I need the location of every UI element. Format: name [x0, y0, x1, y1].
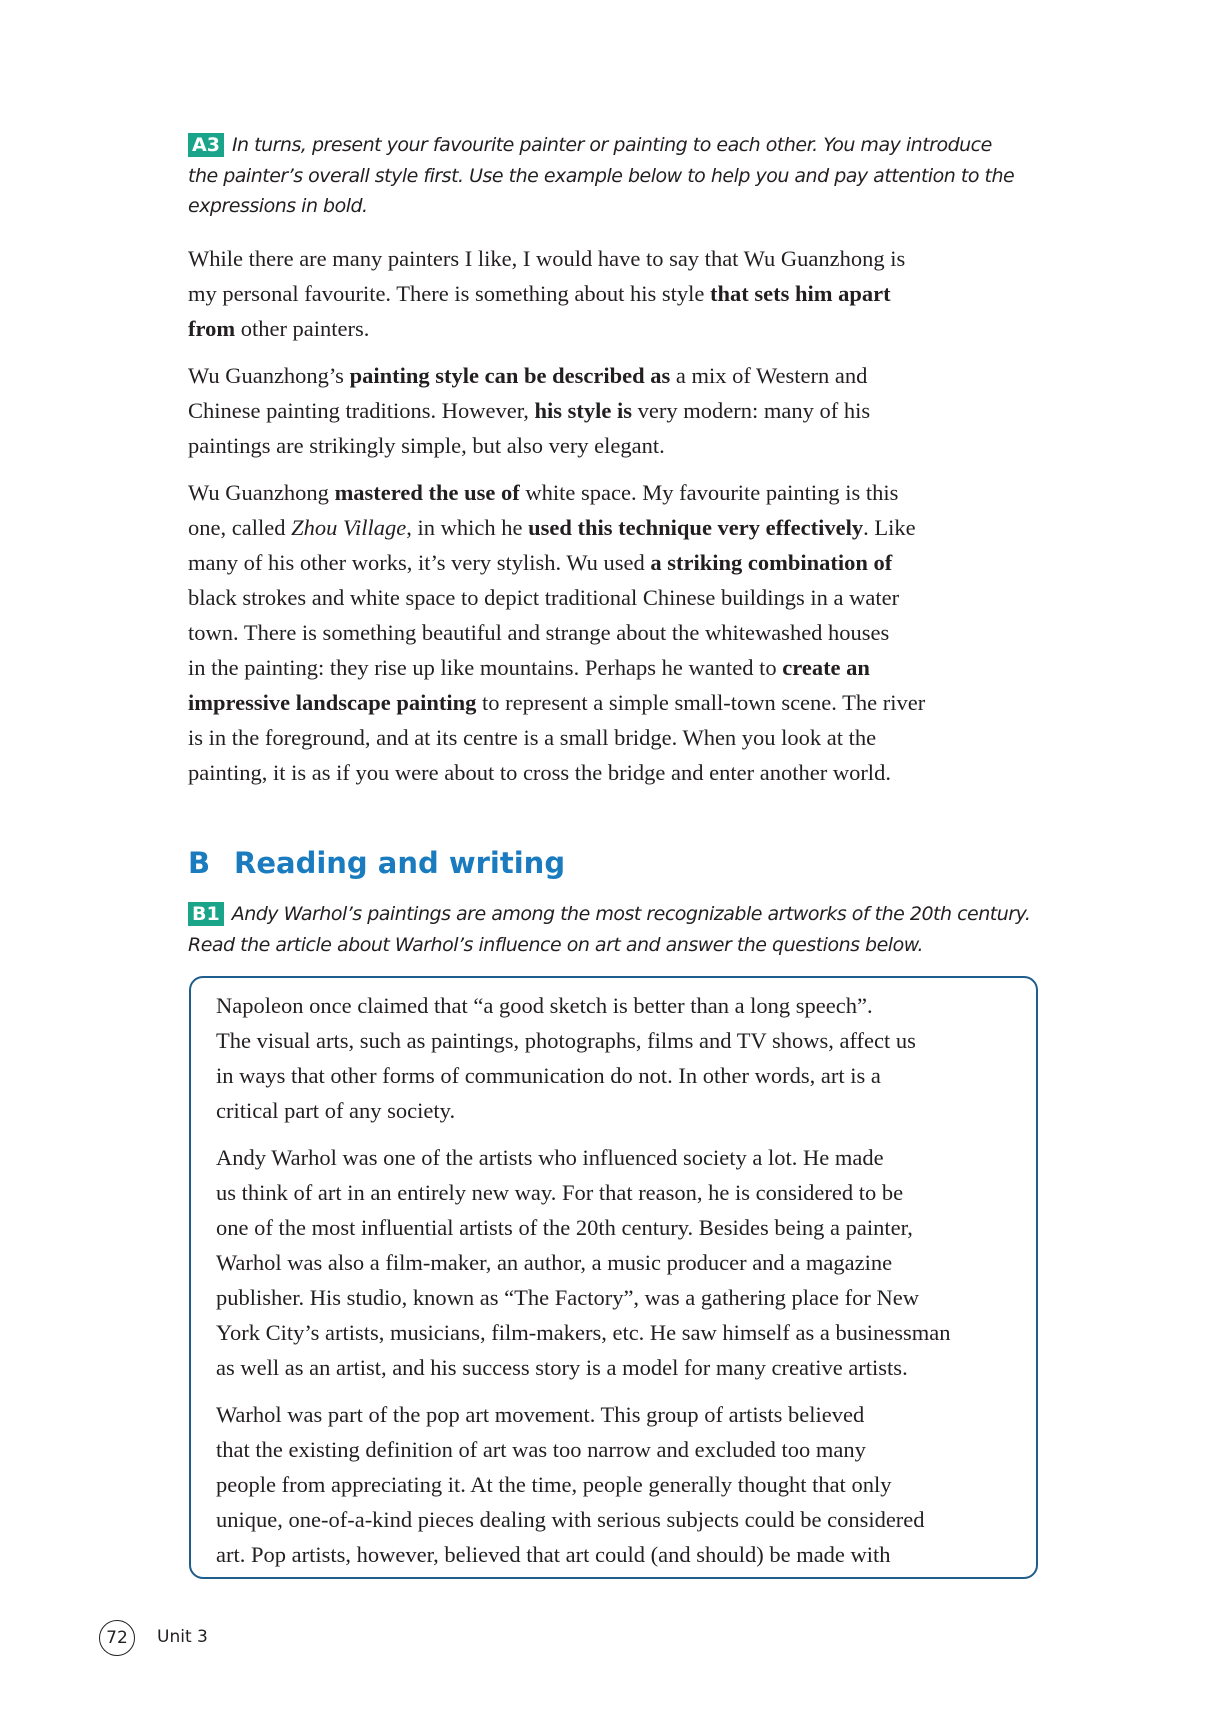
article-box — [189, 976, 1038, 1579]
b1-instruction-text: Andy Warhol’s paintings are among the most recognizable artworks of the 20th century. Read the article about Warhol’s influence on art and answer the questions below. — [188, 903, 1031, 956]
text-run: . Like many of his other works, it’s very stylish. Wu used — [188, 515, 916, 575]
bold-expression: his style is — [534, 398, 633, 423]
text-run: white space. My favourite painting is this one, called — [188, 480, 899, 540]
text-run: other painters. — [235, 316, 370, 341]
a3-example-text — [188, 241, 1088, 802]
section-title: Reading and writing — [234, 846, 566, 880]
paragraph — [188, 475, 1088, 790]
b1-instruction — [188, 899, 1068, 960]
text-run: Wu Guanzhong — [188, 480, 335, 505]
italic-title: Zhou Village — [291, 515, 407, 540]
text-run: While there are many painters I like, I would have to say that Wu Guanzhong is my personal favourite. There is something about his style — [188, 246, 906, 306]
text-run: Napoleon once claimed that “a good sketch is better than a long speech”. The visual arts, such as paintings, photographs, films and TV shows, affect us in ways that other forms of communication do not. In other words, art is a critical part of any society. — [216, 993, 916, 1123]
a3-tag: A3 — [188, 133, 224, 157]
section-heading — [188, 846, 565, 880]
bold-expression: mastered the use of — [334, 480, 520, 505]
text-run: to represent a simple small-town scene. The river is in the foreground, and at its centre is a small bridge. When you look at the painting, it is as if you were about to cross the bridge and enter another world. — [188, 690, 926, 785]
bold-expression: that sets him apart from — [188, 281, 891, 341]
text-run: , in which he — [406, 515, 529, 540]
bold-expression: painting style can be described as — [349, 363, 671, 388]
section-letter: B — [188, 846, 211, 880]
text-run: Warhol was part of the pop art movement. This group of artists believed that the existing definition of art was too narrow and excluded too many people from appreciating it. At the time, people generally thought that only unique, one-of-a-kind pieces dealing with serious subjects could be considered art. Pop artists, however, believed that art could (and should) be made with — [216, 1402, 925, 1567]
paragraph — [188, 241, 1088, 346]
page-number: 72 — [99, 1620, 135, 1656]
bold-expression: used this technique very effectively — [528, 515, 864, 540]
unit-label: Unit 3 — [157, 1627, 208, 1647]
text-run: Wu Guanzhong’s — [188, 363, 350, 388]
a3-instruction-text: In turns, present your favourite painter or painting to each other. You may introduce the painter’s overall style first. Use the example below to help you and pay attention to the expressions in bold. — [188, 134, 1015, 217]
paragraph — [216, 1397, 1046, 1572]
paragraph — [216, 988, 1046, 1128]
bold-expression: a striking combination of — [650, 550, 893, 575]
text-run: very modern: many of his paintings are strikingly simple, but also very elegant. — [188, 398, 871, 458]
text-run: Andy Warhol was one of the artists who influenced society a lot. He made us think of art in an entirely new way. For that reason, he is considered to be one of the most influential artists of the 20th century. Besides being a painter, Warhol was also a film-maker, an author, a music producer and a magazine publisher. His studio, known as “The Factory”, was a gathering place for New York City’s artists, musicians, film-makers, etc. He saw himself as a businessman as well as an artist, and his success story is a model for many creative artists. — [216, 1145, 951, 1380]
b1-tag: B1 — [188, 902, 224, 926]
bold-expression: create an impressive landscape painting — [188, 655, 870, 715]
article-text — [216, 988, 1046, 1584]
text-run: a mix of Western and Chinese painting traditions. However, — [188, 363, 868, 423]
text-run: black strokes and white space to depict traditional Chinese buildings in a water town. There is something beautiful and strange about the whitewashed houses in the painting: they rise up like mountains. Perhaps he wanted to — [188, 585, 900, 680]
a3-instruction — [188, 130, 1068, 222]
paragraph — [216, 1140, 1046, 1385]
paragraph — [188, 358, 1088, 463]
